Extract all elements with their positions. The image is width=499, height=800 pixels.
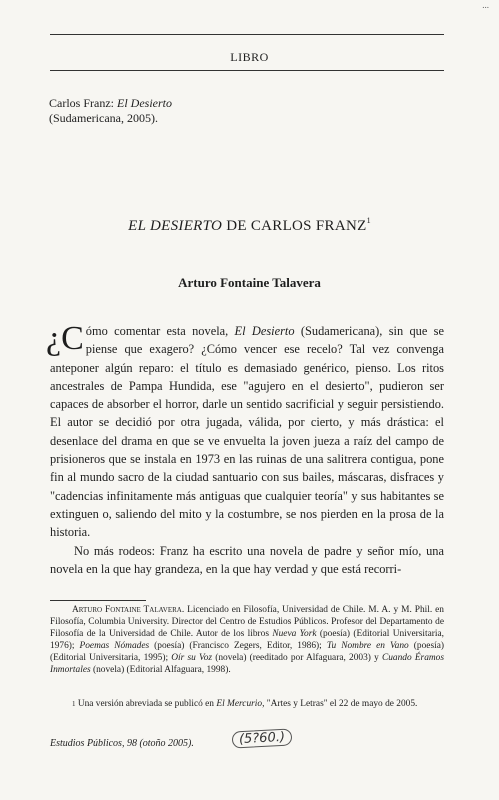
fn-bio-6: (novela) (Editorial Alfaguara, 1998). xyxy=(90,665,231,676)
fn-book-2: Poemas Nómades xyxy=(79,641,150,652)
title-rest: DE CARLOS FRANZ xyxy=(226,218,367,234)
fn-book-1: Nueva York xyxy=(272,629,317,640)
section-heading: LIBRO xyxy=(230,50,269,64)
article-body xyxy=(46,320,445,578)
fn-bio-1: Licenciado en Filosofía, Universidad de Chile. M. A. y M. Phil. en Filosofía, Columbia University. Director del Centro de Estudios Públicos. Profesor del Departamento de Filosofía de la Universidad de Chile. Autor de los libros xyxy=(50,605,444,640)
author-footnote xyxy=(50,604,444,677)
journal-footer: Estudios Públicos, 98 (otoño 2005). xyxy=(50,738,194,749)
header-rule-bottom xyxy=(50,70,444,71)
fn-bio-5: (novela) (reeditado por Alfaguara, 2003) y xyxy=(212,653,382,664)
drop-cap: ¿C xyxy=(46,320,84,357)
fn-book-5: Cuando Éramos Inmortales xyxy=(50,653,445,676)
reference-book-title: El Desierto xyxy=(117,96,172,110)
footnote-1-text-a: Una versión abreviada se publicó en xyxy=(75,699,217,709)
footnote-1-number: 1 xyxy=(72,700,76,708)
footnote-1-publication: El Mercurio xyxy=(216,699,263,709)
p1-text-b: (Sudamericana), sin que se piense que exagero? ¿Cómo vencer ese recelo? Tal vez convenga anteponer algún reparo: el título es demasiado genérico, pienso. Los ritos ancestrales de Pampa Hundida, ese "agujero en el desierto", pudieron ser capaces de absorber el horror, darle un sentido sacrificial y seguir persistiendo. El autor se decidió por otra jugada, válida, por cierto, y más drástica: el desenlace del drama en que se ve envuelta la joven jueza a raíz del campo de prisioneros que se instala en 1973 en las ruinas de una salitrera contigua, pone fin al mundo sacro de la ciudad santuario con sus bailes, máscaras, disfraces y "cadencias infinitamente más antiguas que cualquier teoría" y sus habitantes se extinguen o, saliendo del mito y la costumbre, se nos pierden en la prosa de la historia. xyxy=(50,324,445,540)
paragraph-2: No más rodeos: Franz ha escrito una novela de padre y señor mío, una novela en la que hay grandeza, en la que hay verdad y que está recorri- xyxy=(50,543,444,576)
fn-bio-2: (poesía) (Editorial Universitaria, 1976); xyxy=(50,629,444,652)
footnote-1-text-b: , "Artes y Letras" el 22 de mayo de 2005. xyxy=(262,699,418,709)
fn-book-3: Tu Nombre en Vano xyxy=(326,641,409,652)
header-rule-top xyxy=(50,34,444,35)
p1-italic: El Desierto xyxy=(234,324,295,338)
fn-bio-4: (poesía) (Editorial Universitaria, 1995); xyxy=(50,641,444,664)
paragraph-1 xyxy=(46,320,445,542)
fn-bio-3: (poesía) (Francisco Zegers, Editor, 1986); xyxy=(149,641,327,652)
handwritten-annotation: (5?60.) xyxy=(232,728,293,748)
book-reference xyxy=(49,96,172,126)
p1-text-a: ómo comentar esta novela, xyxy=(85,324,235,338)
title-italic: EL DESIERTO xyxy=(128,218,223,234)
article-author: Arturo Fontaine Talavera xyxy=(178,275,321,290)
corner-mark: ... xyxy=(482,0,489,10)
article-title xyxy=(0,218,499,235)
reference-publisher: (Sudamericana, 2005). xyxy=(49,111,158,125)
fn-author-name: Arturo Fontaine Talavera. xyxy=(72,605,185,615)
footnote-1 xyxy=(50,698,444,710)
reference-author: Carlos Franz: xyxy=(49,96,114,110)
footnote-rule xyxy=(50,600,146,601)
title-footnote-marker: 1 xyxy=(366,216,371,225)
fn-book-4: Oír su Voz xyxy=(171,653,213,664)
